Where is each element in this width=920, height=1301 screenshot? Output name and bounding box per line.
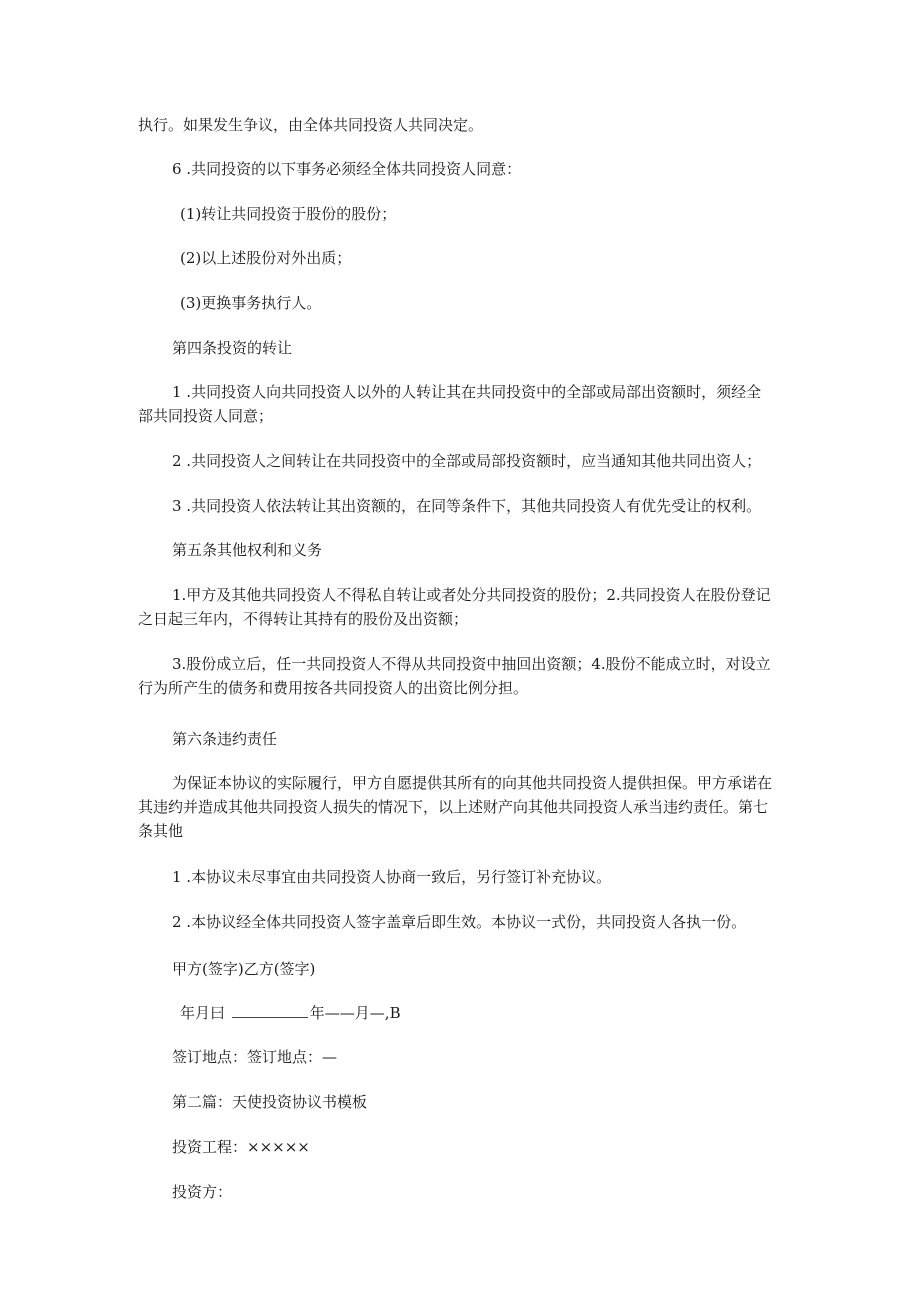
clause-4-3: 3 .共同投资人依法转让其出资额的，在同等条件下，其他共同投资人有优先受让的权利。 bbox=[172, 497, 762, 515]
section-heading-4: 第四条投资的转让 bbox=[172, 339, 293, 357]
clause-6-line2: 其违约并造成其他共同投资人损失的情况下，以上述财产向其他共同投资人承当违约责任。第七 bbox=[138, 798, 769, 816]
chapter-heading-2: 第二篇：天使投资协议书模板 bbox=[172, 1093, 368, 1111]
list-item-1: (1)转让共同投资于股份的股份； bbox=[180, 205, 397, 223]
section-heading-5: 第五条其他权利和义务 bbox=[172, 541, 323, 559]
paragraph-continuation: 执行。如果发生争议，由全体共同投资人共同决定。 bbox=[138, 116, 484, 134]
date-line bbox=[180, 1001, 797, 1025]
signing-place-line: 签订地点：签订地点：— bbox=[172, 1048, 338, 1066]
clause-6-intro: 6 .共同投资的以下事务必须经全体共同投资人同意： bbox=[172, 160, 522, 178]
clause-6-line3: 条其他 bbox=[138, 822, 184, 840]
clause-6-line1: 为保证本协议的实际履行，甲方自愿提供其所有的向其他共同投资人提供担保。甲方承诺在 bbox=[172, 774, 773, 792]
date-fill-text: 年——月—,B bbox=[309, 1004, 401, 1022]
clause-4-1-line2: 部共同投资人同意； bbox=[138, 407, 274, 425]
clause-5-1-line1: 1.甲方及其他共同投资人不得私自转让或者处分共同投资的股份；2.共同投资人在股份登记 bbox=[172, 586, 771, 604]
section-heading-6: 第六条违约责任 bbox=[172, 730, 278, 748]
clause-4-2: 2 .共同投资人之间转让在共同投资中的全部或局部投资额时，应当通知其他共同出资人； bbox=[172, 452, 762, 470]
clause-5-1-line2: 之日起三年内，不得转让其持有的股份及出资额； bbox=[138, 610, 469, 628]
clause-4-1-line1: 1 .共同投资人向共同投资人以外的人转让其在共同投资中的全部或局部出资额时，须经全 bbox=[172, 383, 762, 401]
clause-5-3-line1: 3.股份成立后，任一共同投资人不得从共同投资中抽回出资额；4.股份不能成立时，对设立 bbox=[172, 655, 771, 673]
list-item-2: (2)以上述股份对外出质； bbox=[180, 249, 352, 267]
investment-project: 投资工程：××××× bbox=[172, 1138, 310, 1156]
investor-label: 投资方： bbox=[172, 1183, 233, 1201]
date-label: 年月曰 bbox=[180, 1004, 226, 1022]
clause-7-1: 1 .本协议未尽事宜由共同投资人协商一致后，另行签订补充协议。 bbox=[172, 868, 612, 886]
signature-line: 甲方(签字)乙方(签字) bbox=[172, 960, 316, 978]
clause-7-2: 2 .本协议经全体共同投资人签字盖章后即生效。本协议一式份，共同投资人各执一份。 bbox=[172, 913, 747, 931]
list-item-3: (3)更换事务执行人。 bbox=[180, 294, 322, 312]
clause-5-3-line2: 行为所产生的债务和费用按各共同投资人的出资比例分担。 bbox=[138, 679, 529, 697]
date-blank bbox=[232, 1003, 308, 1018]
